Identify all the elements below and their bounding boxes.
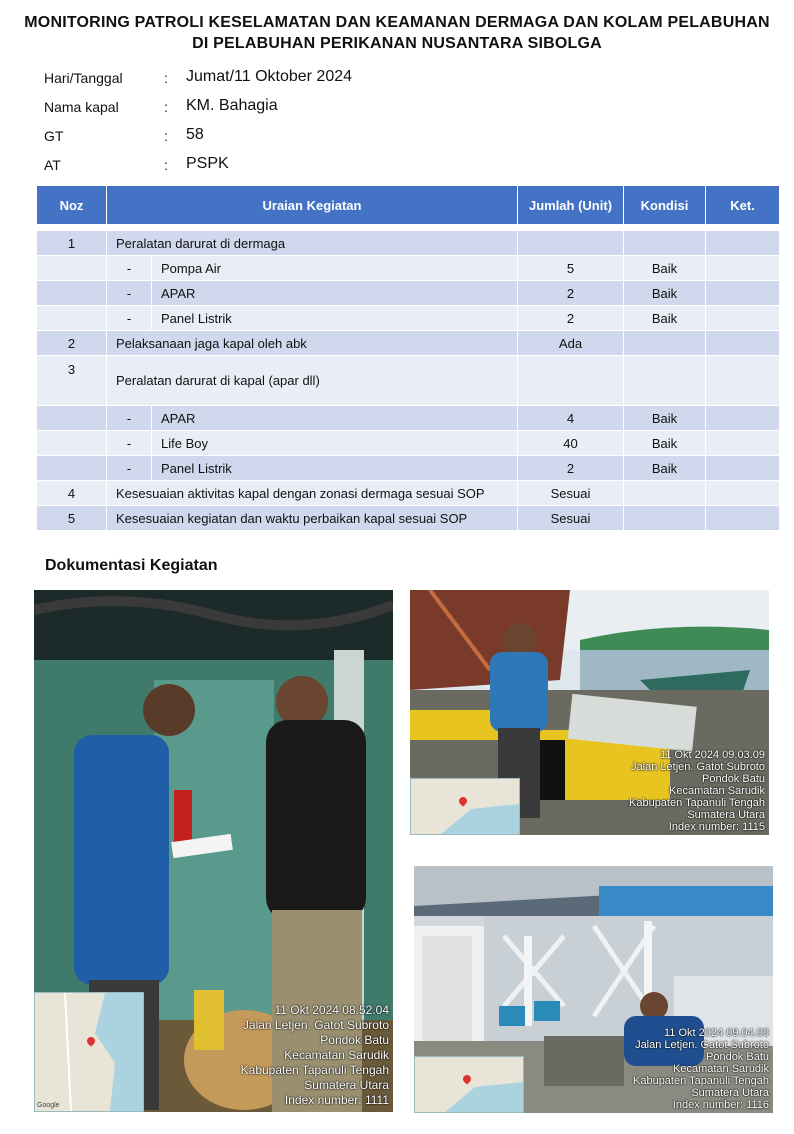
info-label: GT bbox=[44, 128, 64, 144]
cell-item: Panel Listrik bbox=[152, 306, 518, 331]
cell-no: 1 bbox=[37, 231, 107, 256]
cell-uraian: Peralatan darurat di dermaga bbox=[107, 231, 518, 256]
stamp-line: Pondok Batu bbox=[706, 1051, 769, 1063]
stamp-line: Index number: 1115 bbox=[668, 821, 765, 833]
table-row bbox=[37, 406, 780, 431]
stamp-line: 11 Okt 2024 09.04.00 bbox=[664, 1027, 769, 1039]
info-row-gt bbox=[44, 124, 444, 146]
cell-no: 2 bbox=[37, 331, 107, 356]
stamp-line: Kecamatan Sarudik bbox=[669, 785, 765, 797]
info-colon: : bbox=[164, 99, 168, 115]
header-jumlah: Jumlah (Unit) bbox=[518, 186, 624, 225]
cell-item: Pompa Air bbox=[152, 256, 518, 281]
cell-item: Life Boy bbox=[152, 431, 518, 456]
info-value: PSPK bbox=[186, 155, 229, 172]
minimap-image bbox=[411, 779, 519, 834]
cell-ket bbox=[706, 356, 780, 406]
google-label: Google bbox=[37, 1102, 60, 1109]
stamp-line: Jalan Letjen. Gatot Subroto bbox=[242, 1018, 389, 1032]
header-kondisi: Kondisi bbox=[624, 186, 706, 225]
cell-dash: - bbox=[107, 281, 152, 306]
table-row bbox=[37, 306, 780, 331]
cell-kondisi bbox=[624, 506, 706, 531]
cell-jumlah bbox=[518, 231, 624, 256]
cell-jumlah: 2 bbox=[518, 456, 624, 481]
page-title: MONITORING PATROLI KESELAMATAN DAN KEAMANAN DERMAGA DAN KOLAM PELABUHAN bbox=[24, 14, 770, 31]
cell-ket bbox=[706, 256, 780, 281]
cell-ket bbox=[706, 231, 780, 256]
minimap-image bbox=[35, 993, 143, 1111]
stamp-line: 11 Okt 2024 08.52.04 bbox=[274, 1003, 389, 1017]
info-label: AT bbox=[44, 157, 61, 173]
cell-jumlah: Sesuai bbox=[518, 481, 624, 506]
cell-ket bbox=[706, 431, 780, 456]
table-row bbox=[37, 506, 780, 531]
photo-timestamp bbox=[629, 749, 765, 833]
cell-dash: - bbox=[107, 306, 152, 331]
cell-uraian: Peralatan darurat di kapal (apar dll) bbox=[107, 356, 518, 406]
photo-dock-box bbox=[410, 590, 769, 835]
stamp-line: Sumatera Utara bbox=[687, 809, 765, 821]
cell-kondisi: Baik bbox=[624, 431, 706, 456]
info-row-date bbox=[44, 66, 444, 88]
stamp-line: Sumatera Utara bbox=[691, 1087, 769, 1099]
stamp-line: Pondok Batu bbox=[320, 1033, 389, 1047]
cell-item: APAR bbox=[152, 406, 518, 431]
cell-ket bbox=[706, 506, 780, 531]
table-row bbox=[37, 356, 780, 406]
cell-kondisi: Baik bbox=[624, 256, 706, 281]
cell-kondisi: Baik bbox=[624, 281, 706, 306]
cell-jumlah bbox=[518, 356, 624, 406]
stamp-line: Index number: 1111 bbox=[284, 1093, 389, 1107]
cell-jumlah: 4 bbox=[518, 406, 624, 431]
cell-kondisi: Baik bbox=[624, 406, 706, 431]
cell-dash: - bbox=[107, 256, 152, 281]
table-row bbox=[37, 331, 780, 356]
info-label: Nama kapal bbox=[44, 99, 119, 115]
photo-port-building bbox=[414, 866, 773, 1113]
cell-jumlah: 5 bbox=[518, 256, 624, 281]
cell-no: 3 bbox=[37, 356, 107, 406]
table-row bbox=[37, 281, 780, 306]
cell-no bbox=[37, 431, 107, 456]
cell-no bbox=[37, 456, 107, 481]
info-value: Jumat/11 Oktober 2024 bbox=[186, 68, 353, 85]
info-value: 58 bbox=[186, 126, 204, 143]
stamp-line: Index number: 1116 bbox=[672, 1099, 769, 1111]
stamp-line: Jalan Letjen. Gatot Subroto bbox=[631, 761, 765, 773]
stamp-line: Kecamatan Sarudik bbox=[673, 1063, 769, 1075]
cell-no: 5 bbox=[37, 506, 107, 531]
photo-ship-cabin bbox=[34, 590, 393, 1112]
cell-kondisi: Baik bbox=[624, 456, 706, 481]
stamp-line: Sumatera Utara bbox=[304, 1078, 389, 1092]
stamp-line: Kabupaten Tapanuli Tengah bbox=[629, 797, 765, 809]
table-row bbox=[37, 231, 780, 256]
header-no: Noz bbox=[37, 186, 107, 225]
cell-no bbox=[37, 281, 107, 306]
cell-uraian: Pelaksanaan jaga kapal oleh abk bbox=[107, 331, 518, 356]
cell-jumlah: 2 bbox=[518, 281, 624, 306]
photo-timestamp bbox=[241, 1003, 389, 1108]
info-row-ship bbox=[44, 95, 444, 117]
cell-jumlah: Sesuai bbox=[518, 506, 624, 531]
stamp-line: 11 Okt 2024 09.03.09 bbox=[660, 749, 765, 761]
cell-no bbox=[37, 306, 107, 331]
cell-uraian: Kesesuaian aktivitas kapal dengan zonasi dermaga sesuai SOP bbox=[107, 481, 518, 506]
stamp-line: Kecamatan Sarudik bbox=[284, 1048, 389, 1062]
cell-jumlah: Ada bbox=[518, 331, 624, 356]
table-row bbox=[37, 431, 780, 456]
location-minimap bbox=[414, 1056, 524, 1113]
info-row-at bbox=[44, 153, 444, 175]
table-row bbox=[37, 256, 780, 281]
cell-kondisi bbox=[624, 331, 706, 356]
cell-ket bbox=[706, 331, 780, 356]
minimap-image bbox=[415, 1057, 523, 1112]
cell-item: APAR bbox=[152, 281, 518, 306]
info-colon: : bbox=[164, 128, 168, 144]
stamp-line: Jalan Letjen. Gatot Subroto bbox=[635, 1039, 769, 1051]
stamp-line: Kabupaten Tapanuli Tengah bbox=[240, 1063, 389, 1077]
cell-ket bbox=[706, 406, 780, 431]
cell-ket bbox=[706, 281, 780, 306]
location-minimap bbox=[410, 778, 520, 835]
cell-ket bbox=[706, 456, 780, 481]
patrol-table bbox=[36, 185, 780, 531]
cell-no: 4 bbox=[37, 481, 107, 506]
cell-kondisi bbox=[624, 481, 706, 506]
photo-timestamp bbox=[633, 1027, 769, 1111]
info-colon: : bbox=[164, 157, 168, 173]
cell-dash: - bbox=[107, 431, 152, 456]
cell-dash: - bbox=[107, 456, 152, 481]
cell-kondisi: Baik bbox=[624, 306, 706, 331]
cell-kondisi bbox=[624, 231, 706, 256]
header-uraian: Uraian Kegiatan bbox=[107, 186, 518, 225]
info-value: KM. Bahagia bbox=[186, 97, 278, 114]
cell-ket bbox=[706, 481, 780, 506]
header-ket: Ket. bbox=[706, 186, 780, 225]
info-label: Hari/Tanggal bbox=[44, 70, 123, 86]
info-colon: : bbox=[164, 70, 168, 86]
cell-uraian: Kesesuaian kegiatan dan waktu perbaikan kapal sesuai SOP bbox=[107, 506, 518, 531]
cell-no bbox=[37, 406, 107, 431]
cell-ket bbox=[706, 306, 780, 331]
documentation-title: Dokumentasi Kegiatan bbox=[45, 557, 218, 574]
table-row bbox=[37, 481, 780, 506]
page-subtitle: DI PELABUHAN PERIKANAN NUSANTARA SIBOLGA bbox=[192, 35, 602, 52]
cell-item: Panel Listrik bbox=[152, 456, 518, 481]
stamp-line: Kabupaten Tapanuli Tengah bbox=[633, 1075, 769, 1087]
location-minimap bbox=[34, 992, 144, 1112]
cell-jumlah: 2 bbox=[518, 306, 624, 331]
cell-dash: - bbox=[107, 406, 152, 431]
cell-jumlah: 40 bbox=[518, 431, 624, 456]
stamp-line: Pondok Batu bbox=[702, 773, 765, 785]
cell-kondisi bbox=[624, 356, 706, 406]
cell-no bbox=[37, 256, 107, 281]
table-header-row bbox=[37, 186, 780, 225]
table-row bbox=[37, 456, 780, 481]
